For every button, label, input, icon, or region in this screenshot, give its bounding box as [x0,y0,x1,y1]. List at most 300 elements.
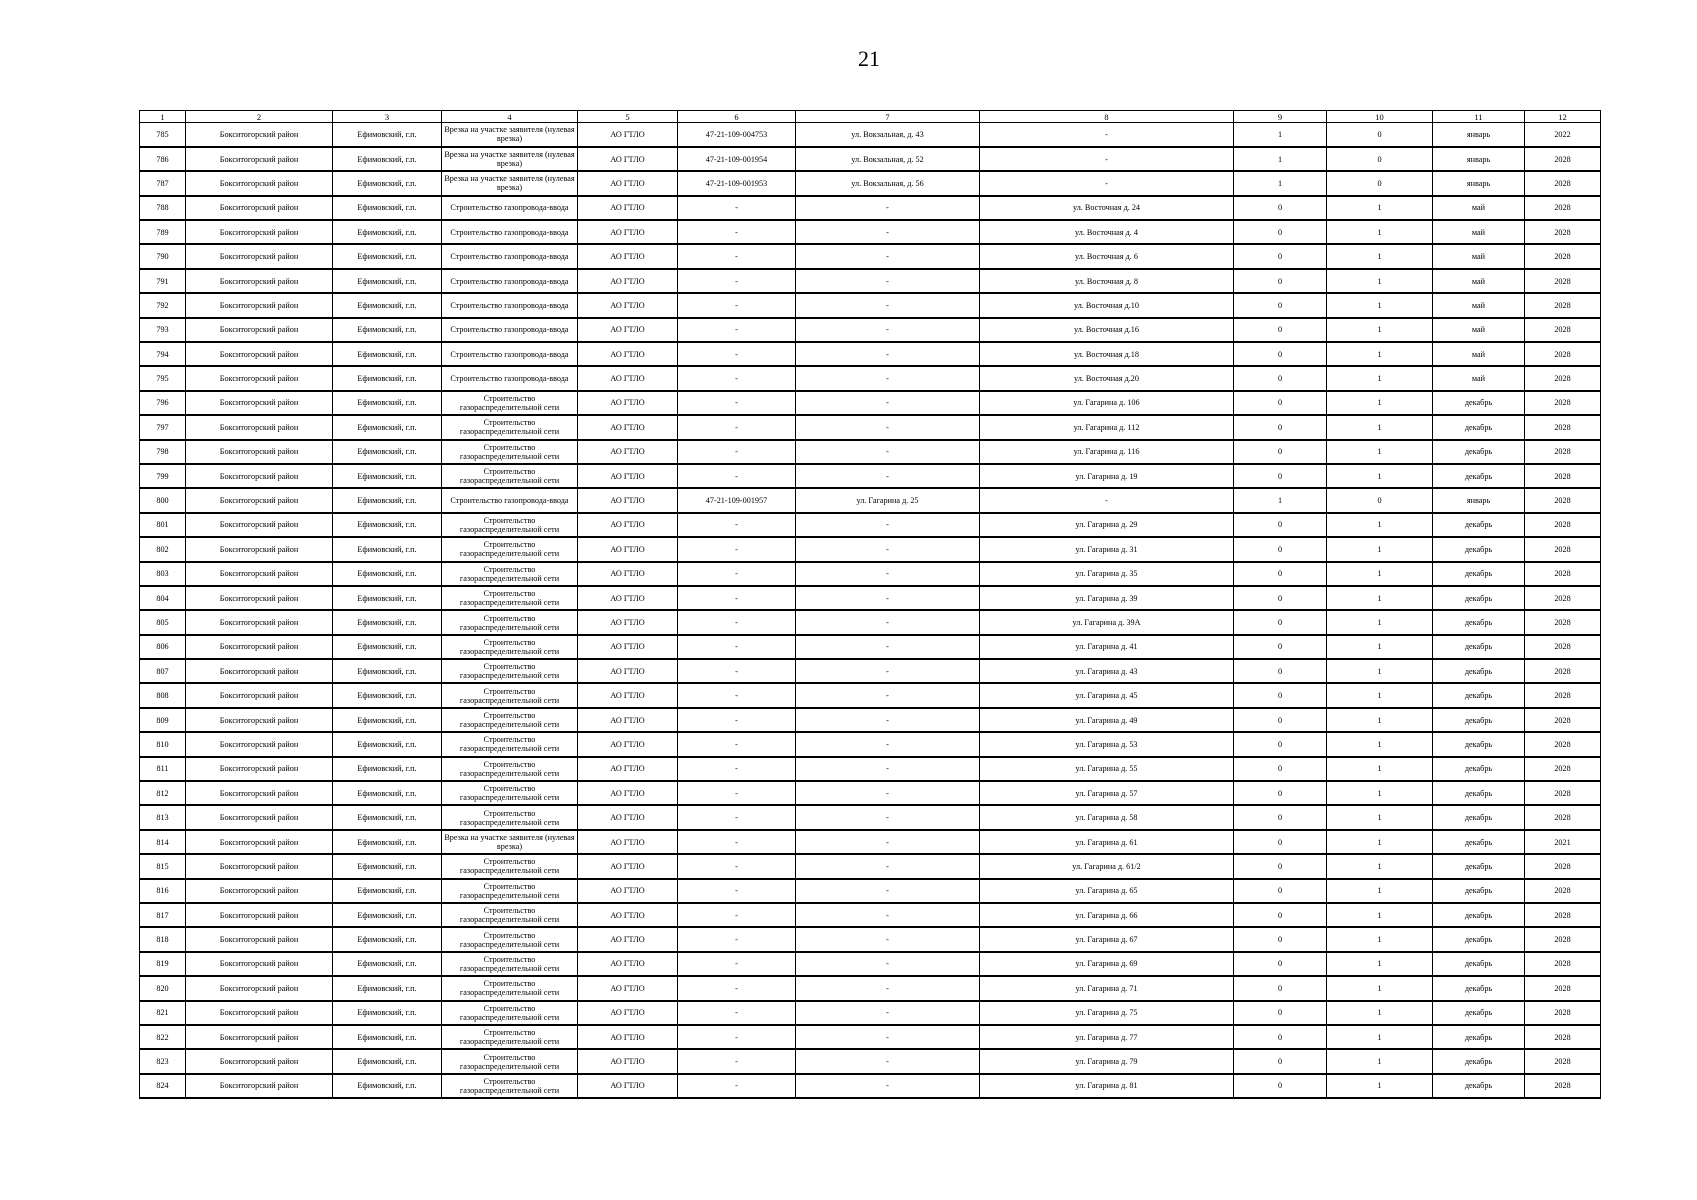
address-cell: - [796,366,980,390]
settlement-cell: Ефимовский, г.п. [333,513,442,537]
organization-cell: АО ГТЛО [578,513,678,537]
year-cell: 2028 [1525,537,1601,561]
row-number-cell: 821 [140,1001,186,1025]
row-number-cell: 793 [140,318,186,342]
address-new-cell: ул. Гагарина д. 29 [980,513,1234,537]
district-cell: Бокситогорский район [186,683,333,707]
work-type-cell: Строительство газораспределительной сети [442,952,578,976]
count-a-cell: 0 [1234,537,1327,561]
count-a-cell: 1 [1234,147,1327,171]
district-cell: Бокситогорский район [186,318,333,342]
settlement-cell: Ефимовский, г.п. [333,1049,442,1073]
work-type-cell: Врезка на участке заявителя (нулевая врезка) [442,830,578,854]
district-cell: Бокситогорский район [186,952,333,976]
year-cell: 2028 [1525,732,1601,756]
work-type-cell: Строительство газораспределительной сети [442,781,578,805]
column-header: 8 [980,111,1234,123]
table-body [140,123,1601,1099]
row-number-cell: 824 [140,1074,186,1098]
table-row [140,440,1601,464]
month-cell: декабрь [1433,1074,1525,1098]
count-a-cell: 0 [1234,513,1327,537]
count-b-cell: 1 [1327,781,1433,805]
address-new-cell: ул. Гагарина д. 61/2 [980,854,1234,878]
district-cell: Бокситогорский район [186,196,333,220]
count-b-cell: 1 [1327,440,1433,464]
address-cell: - [796,879,980,903]
work-type-cell: Строительство газораспределительной сети [442,659,578,683]
cadastral-number-cell: - [678,1025,796,1049]
table-row [140,415,1601,439]
district-cell: Бокситогорский район [186,708,333,732]
count-b-cell: 1 [1327,1001,1433,1025]
work-type-cell: Строительство газопровода-ввода [442,366,578,390]
cadastral-number-cell: 47-21-109-001953 [678,171,796,195]
count-a-cell: 0 [1234,293,1327,317]
address-cell: - [796,927,980,951]
district-cell: Бокситогорский район [186,464,333,488]
table-row [140,220,1601,244]
year-cell: 2028 [1525,562,1601,586]
count-b-cell: 1 [1327,830,1433,854]
table-row [140,757,1601,781]
year-cell: 2028 [1525,757,1601,781]
row-number-cell: 802 [140,537,186,561]
work-type-cell: Строительство газопровода-ввода [442,196,578,220]
organization-cell: АО ГТЛО [578,830,678,854]
organization-cell: АО ГТЛО [578,879,678,903]
year-cell: 2028 [1525,366,1601,390]
settlement-cell: Ефимовский, г.п. [333,586,442,610]
address-cell: - [796,952,980,976]
address-cell: - [796,293,980,317]
year-cell: 2028 [1525,879,1601,903]
table-row [140,537,1601,561]
cadastral-number-cell: - [678,342,796,366]
row-number-cell: 791 [140,269,186,293]
organization-cell: АО ГТЛО [578,805,678,829]
work-type-cell: Строительство газораспределительной сети [442,757,578,781]
table-row [140,635,1601,659]
row-number-cell: 820 [140,976,186,1000]
count-a-cell: 0 [1234,196,1327,220]
settlement-cell: Ефимовский, г.п. [333,1074,442,1098]
year-cell: 2028 [1525,513,1601,537]
year-cell: 2028 [1525,293,1601,317]
address-cell: - [796,342,980,366]
organization-cell: АО ГТЛО [578,123,678,147]
settlement-cell: Ефимовский, г.п. [333,708,442,732]
row-number-cell: 816 [140,879,186,903]
cadastral-number-cell: - [678,952,796,976]
address-cell: - [796,269,980,293]
year-cell: 2028 [1525,269,1601,293]
year-cell: 2021 [1525,830,1601,854]
count-b-cell: 1 [1327,903,1433,927]
count-a-cell: 0 [1234,708,1327,732]
address-new-cell: ул. Восточная д.20 [980,366,1234,390]
table-row [140,805,1601,829]
organization-cell: АО ГТЛО [578,757,678,781]
month-cell: декабрь [1433,757,1525,781]
district-cell: Бокситогорский район [186,220,333,244]
month-cell: декабрь [1433,854,1525,878]
year-cell: 2028 [1525,171,1601,195]
address-new-cell: ул. Восточная д.18 [980,342,1234,366]
address-cell: - [796,683,980,707]
table-row [140,342,1601,366]
organization-cell: АО ГТЛО [578,342,678,366]
address-cell: - [796,805,980,829]
district-cell: Бокситогорский район [186,1074,333,1098]
settlement-cell: Ефимовский, г.п. [333,562,442,586]
organization-cell: АО ГТЛО [578,562,678,586]
year-cell: 2028 [1525,610,1601,634]
month-cell: январь [1433,123,1525,147]
district-cell: Бокситогорский район [186,415,333,439]
count-b-cell: 1 [1327,927,1433,951]
month-cell: декабрь [1433,952,1525,976]
settlement-cell: Ефимовский, г.п. [333,659,442,683]
work-type-cell: Строительство газопровода-ввода [442,244,578,268]
address-new-cell: ул. Гагарина д. 31 [980,537,1234,561]
cadastral-number-cell: - [678,659,796,683]
count-a-cell: 0 [1234,342,1327,366]
table-row [140,903,1601,927]
address-new-cell: ул. Гагарина д. 71 [980,976,1234,1000]
row-number-cell: 786 [140,147,186,171]
cadastral-number-cell: - [678,879,796,903]
district-cell: Бокситогорский район [186,1025,333,1049]
month-cell: май [1433,196,1525,220]
row-number-cell: 799 [140,464,186,488]
count-b-cell: 1 [1327,196,1433,220]
address-new-cell: ул. Восточная д. 24 [980,196,1234,220]
column-header: 12 [1525,111,1601,123]
address-cell: - [796,537,980,561]
year-cell: 2028 [1525,196,1601,220]
month-cell: январь [1433,147,1525,171]
district-cell: Бокситогорский район [186,805,333,829]
month-cell: декабрь [1433,927,1525,951]
year-cell: 2028 [1525,683,1601,707]
table-row [140,513,1601,537]
month-cell: декабрь [1433,1049,1525,1073]
work-type-cell: Строительство газораспределительной сети [442,610,578,634]
settlement-cell: Ефимовский, г.п. [333,488,442,512]
organization-cell: АО ГТЛО [578,415,678,439]
count-a-cell: 0 [1234,952,1327,976]
year-cell: 2028 [1525,854,1601,878]
settlement-cell: Ефимовский, г.п. [333,171,442,195]
year-cell: 2028 [1525,342,1601,366]
organization-cell: АО ГТЛО [578,391,678,415]
organization-cell: АО ГТЛО [578,440,678,464]
work-type-cell: Строительство газораспределительной сети [442,1025,578,1049]
work-type-cell: Строительство газораспределительной сети [442,513,578,537]
count-b-cell: 1 [1327,805,1433,829]
work-type-cell: Строительство газораспределительной сети [442,464,578,488]
row-number-cell: 796 [140,391,186,415]
address-cell: - [796,586,980,610]
table-row [140,196,1601,220]
month-cell: декабрь [1433,513,1525,537]
settlement-cell: Ефимовский, г.п. [333,879,442,903]
district-cell: Бокситогорский район [186,513,333,537]
settlement-cell: Ефимовский, г.п. [333,220,442,244]
row-number-cell: 804 [140,586,186,610]
cadastral-number-cell: - [678,464,796,488]
address-new-cell: ул. Восточная д.16 [980,318,1234,342]
column-header: 5 [578,111,678,123]
organization-cell: АО ГТЛО [578,683,678,707]
count-b-cell: 0 [1327,488,1433,512]
year-cell: 2028 [1525,1049,1601,1073]
month-cell: декабрь [1433,464,1525,488]
organization-cell: АО ГТЛО [578,854,678,878]
cadastral-number-cell: - [678,318,796,342]
column-header: 3 [333,111,442,123]
work-type-cell: Строительство газораспределительной сети [442,927,578,951]
district-cell: Бокситогорский район [186,635,333,659]
count-a-cell: 0 [1234,683,1327,707]
organization-cell: АО ГТЛО [578,635,678,659]
year-cell: 2028 [1525,659,1601,683]
count-a-cell: 0 [1234,464,1327,488]
table-row [140,879,1601,903]
organization-cell: АО ГТЛО [578,147,678,171]
organization-cell: АО ГТЛО [578,708,678,732]
table-row [140,976,1601,1000]
address-cell: - [796,220,980,244]
address-new-cell: ул. Гагарина д. 43 [980,659,1234,683]
work-type-cell: Строительство газораспределительной сети [442,1001,578,1025]
header-row [140,111,1601,123]
count-b-cell: 1 [1327,976,1433,1000]
count-a-cell: 0 [1234,220,1327,244]
address-new-cell: ул. Гагарина д. 79 [980,1049,1234,1073]
organization-cell: АО ГТЛО [578,293,678,317]
row-number-cell: 808 [140,683,186,707]
table-row [140,1025,1601,1049]
organization-cell: АО ГТЛО [578,220,678,244]
cadastral-number-cell: 47-21-109-001954 [678,147,796,171]
count-b-cell: 1 [1327,879,1433,903]
work-type-cell: Строительство газораспределительной сети [442,391,578,415]
settlement-cell: Ефимовский, г.п. [333,147,442,171]
address-cell: - [796,1001,980,1025]
address-new-cell: ул. Гагарина д. 45 [980,683,1234,707]
district-cell: Бокситогорский район [186,976,333,1000]
district-cell: Бокситогорский район [186,927,333,951]
address-new-cell: ул. Гагарина д. 69 [980,952,1234,976]
address-new-cell: ул. Гагарина д. 57 [980,781,1234,805]
count-a-cell: 0 [1234,1001,1327,1025]
work-type-cell: Строительство газораспределительной сети [442,976,578,1000]
cadastral-number-cell: 47-21-109-004753 [678,123,796,147]
count-b-cell: 0 [1327,171,1433,195]
district-cell: Бокситогорский район [186,854,333,878]
address-cell: - [796,976,980,1000]
cadastral-number-cell: - [678,683,796,707]
year-cell: 2028 [1525,318,1601,342]
count-b-cell: 1 [1327,562,1433,586]
address-new-cell: ул. Гагарина д. 66 [980,903,1234,927]
table-row [140,781,1601,805]
district-cell: Бокситогорский район [186,732,333,756]
address-new-cell: ул. Гагарина д. 61 [980,830,1234,854]
cadastral-number-cell: - [678,781,796,805]
district-cell: Бокситогорский район [186,147,333,171]
settlement-cell: Ефимовский, г.п. [333,269,442,293]
organization-cell: АО ГТЛО [578,927,678,951]
column-header: 7 [796,111,980,123]
cadastral-number-cell: - [678,830,796,854]
work-type-cell: Строительство газораспределительной сети [442,415,578,439]
work-type-cell: Строительство газораспределительной сети [442,537,578,561]
address-cell: - [796,391,980,415]
month-cell: декабрь [1433,781,1525,805]
count-a-cell: 0 [1234,903,1327,927]
table-row [140,830,1601,854]
district-cell: Бокситогорский район [186,244,333,268]
district-cell: Бокситогорский район [186,537,333,561]
count-b-cell: 1 [1327,757,1433,781]
cadastral-number-cell: - [678,440,796,464]
address-cell: - [796,562,980,586]
count-b-cell: 1 [1327,586,1433,610]
settlement-cell: Ефимовский, г.п. [333,391,442,415]
address-cell: ул. Гагарина д. 25 [796,488,980,512]
cadastral-number-cell: - [678,415,796,439]
organization-cell: АО ГТЛО [578,732,678,756]
month-cell: декабрь [1433,635,1525,659]
organization-cell: АО ГТЛО [578,464,678,488]
row-number-cell: 812 [140,781,186,805]
address-cell: - [796,635,980,659]
column-header: 11 [1433,111,1525,123]
table-row [140,464,1601,488]
district-cell: Бокситогорский район [186,269,333,293]
work-type-cell: Строительство газораспределительной сети [442,586,578,610]
address-new-cell: ул. Гагарина д. 39А [980,610,1234,634]
settlement-cell: Ефимовский, г.п. [333,342,442,366]
month-cell: май [1433,318,1525,342]
count-b-cell: 1 [1327,293,1433,317]
year-cell: 2028 [1525,464,1601,488]
address-cell: - [796,708,980,732]
row-number-cell: 785 [140,123,186,147]
year-cell: 2028 [1525,976,1601,1000]
month-cell: декабрь [1433,440,1525,464]
row-number-cell: 789 [140,220,186,244]
work-type-cell: Строительство газораспределительной сети [442,903,578,927]
row-number-cell: 806 [140,635,186,659]
cadastral-number-cell: - [678,196,796,220]
count-b-cell: 1 [1327,708,1433,732]
address-cell: - [796,318,980,342]
table-row [140,854,1601,878]
work-type-cell: Строительство газопровода-ввода [442,488,578,512]
table-row [140,732,1601,756]
count-b-cell: 1 [1327,1074,1433,1098]
cadastral-number-cell: - [678,562,796,586]
count-b-cell: 1 [1327,366,1433,390]
address-new-cell: - [980,171,1234,195]
address-cell: - [796,1074,980,1098]
settlement-cell: Ефимовский, г.п. [333,415,442,439]
cadastral-number-cell: - [678,757,796,781]
year-cell: 2028 [1525,708,1601,732]
address-new-cell: ул. Гагарина д. 67 [980,927,1234,951]
table-row [140,269,1601,293]
settlement-cell: Ефимовский, г.п. [333,610,442,634]
settlement-cell: Ефимовский, г.п. [333,537,442,561]
data-table [139,110,1601,1099]
address-cell: - [796,732,980,756]
organization-cell: АО ГТЛО [578,171,678,195]
settlement-cell: Ефимовский, г.п. [333,440,442,464]
address-new-cell: ул. Гагарина д. 81 [980,1074,1234,1098]
district-cell: Бокситогорский район [186,879,333,903]
month-cell: май [1433,342,1525,366]
count-b-cell: 1 [1327,1025,1433,1049]
table-row [140,927,1601,951]
row-number-cell: 822 [140,1025,186,1049]
row-number-cell: 823 [140,1049,186,1073]
row-number-cell: 811 [140,757,186,781]
table-row [140,293,1601,317]
row-number-cell: 810 [140,732,186,756]
count-a-cell: 0 [1234,976,1327,1000]
table-row [140,683,1601,707]
cadastral-number-cell: - [678,366,796,390]
year-cell: 2028 [1525,805,1601,829]
address-new-cell: ул. Гагарина д. 41 [980,635,1234,659]
year-cell: 2028 [1525,220,1601,244]
table-row [140,244,1601,268]
address-new-cell: ул. Гагарина д. 39 [980,586,1234,610]
district-cell: Бокситогорский район [186,757,333,781]
month-cell: декабрь [1433,708,1525,732]
page-number: 21 [858,46,880,71]
address-cell: - [796,464,980,488]
month-cell: декабрь [1433,976,1525,1000]
cadastral-number-cell: - [678,927,796,951]
cadastral-number-cell: - [678,610,796,634]
table-row [140,123,1601,147]
cadastral-number-cell: - [678,732,796,756]
table-row [140,171,1601,195]
count-b-cell: 1 [1327,318,1433,342]
address-new-cell: ул. Восточная д. 6 [980,244,1234,268]
address-new-cell: ул. Гагарина д. 65 [980,879,1234,903]
cadastral-number-cell: - [678,220,796,244]
row-number-cell: 798 [140,440,186,464]
organization-cell: АО ГТЛО [578,610,678,634]
cadastral-number-cell: - [678,708,796,732]
settlement-cell: Ефимовский, г.п. [333,927,442,951]
count-a-cell: 0 [1234,879,1327,903]
count-a-cell: 0 [1234,805,1327,829]
row-number-cell: 813 [140,805,186,829]
month-cell: декабрь [1433,1001,1525,1025]
row-number-cell: 805 [140,610,186,634]
year-cell: 2028 [1525,952,1601,976]
address-cell: - [796,830,980,854]
month-cell: декабрь [1433,562,1525,586]
month-cell: декабрь [1433,659,1525,683]
